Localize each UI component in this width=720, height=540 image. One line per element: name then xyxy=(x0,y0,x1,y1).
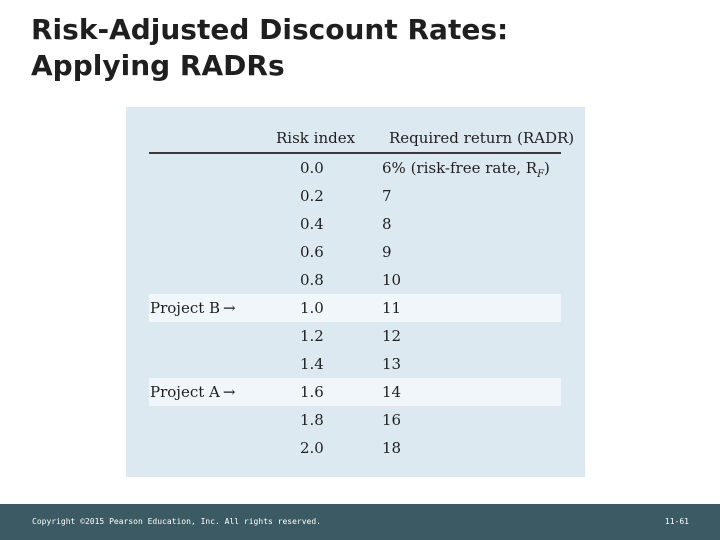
required-return-cell: 9 xyxy=(382,243,392,261)
required-return-cell: 18 xyxy=(382,439,402,457)
risk-index-cell: 0.2 xyxy=(300,187,324,205)
footer-bar xyxy=(0,504,720,540)
risk-index-cell: 1.6 xyxy=(300,383,324,401)
required-return-cell: 13 xyxy=(382,355,402,373)
risk-index-cell: 0.8 xyxy=(300,271,324,289)
risk-index-cell: 1.2 xyxy=(300,327,324,345)
table-row xyxy=(149,210,561,238)
copyright-text: Copyright ©2015 Pearson Education, Inc. All rights reserved. xyxy=(32,517,321,526)
table-row xyxy=(149,238,561,266)
slide-title-line-1: Risk-Adjusted Discount Rates: xyxy=(31,13,509,46)
required-return-cell: 11 xyxy=(382,299,402,317)
risk-index-cell: 1.4 xyxy=(300,355,324,373)
table-row xyxy=(149,154,561,182)
risk-index-cell: 2.0 xyxy=(300,439,324,457)
required-return-cell: 14 xyxy=(382,383,402,401)
risk-index-cell: 1.0 xyxy=(300,299,324,317)
slide-title xyxy=(31,12,508,84)
table-row xyxy=(149,406,561,434)
required-return-cell: 10 xyxy=(382,271,402,289)
required-return-cell: 16 xyxy=(382,411,402,429)
required-return-cell: 8 xyxy=(382,215,392,233)
risk-index-cell: 0.6 xyxy=(300,243,324,261)
table-row xyxy=(149,322,561,350)
table-row xyxy=(149,350,561,378)
right-arrow-icon: → xyxy=(223,299,236,317)
risk-index-cell: 0.0 xyxy=(300,159,324,177)
header-required-return: Required return (RADR) xyxy=(389,129,575,147)
table-row xyxy=(149,182,561,210)
table-row xyxy=(149,266,561,294)
page-number: 11-61 xyxy=(664,517,689,526)
required-return-cell: 12 xyxy=(382,327,402,345)
required-return-cell: 7 xyxy=(382,187,392,205)
table-row xyxy=(149,434,561,462)
table-row-project-b xyxy=(149,294,561,322)
slide-title-line-2: Applying RADRs xyxy=(31,49,285,82)
right-arrow-icon: → xyxy=(222,383,236,401)
table-row-project-a xyxy=(149,378,561,406)
risk-index-cell: 0.4 xyxy=(300,215,324,233)
required-return-cell: 6% (risk-free rate, $R_F$) xyxy=(382,159,550,180)
project-label: Project B → xyxy=(150,299,236,317)
risk-index-cell: 1.8 xyxy=(300,411,324,429)
header-risk-index: Risk index xyxy=(276,129,356,147)
project-label: Project A → xyxy=(150,383,236,401)
